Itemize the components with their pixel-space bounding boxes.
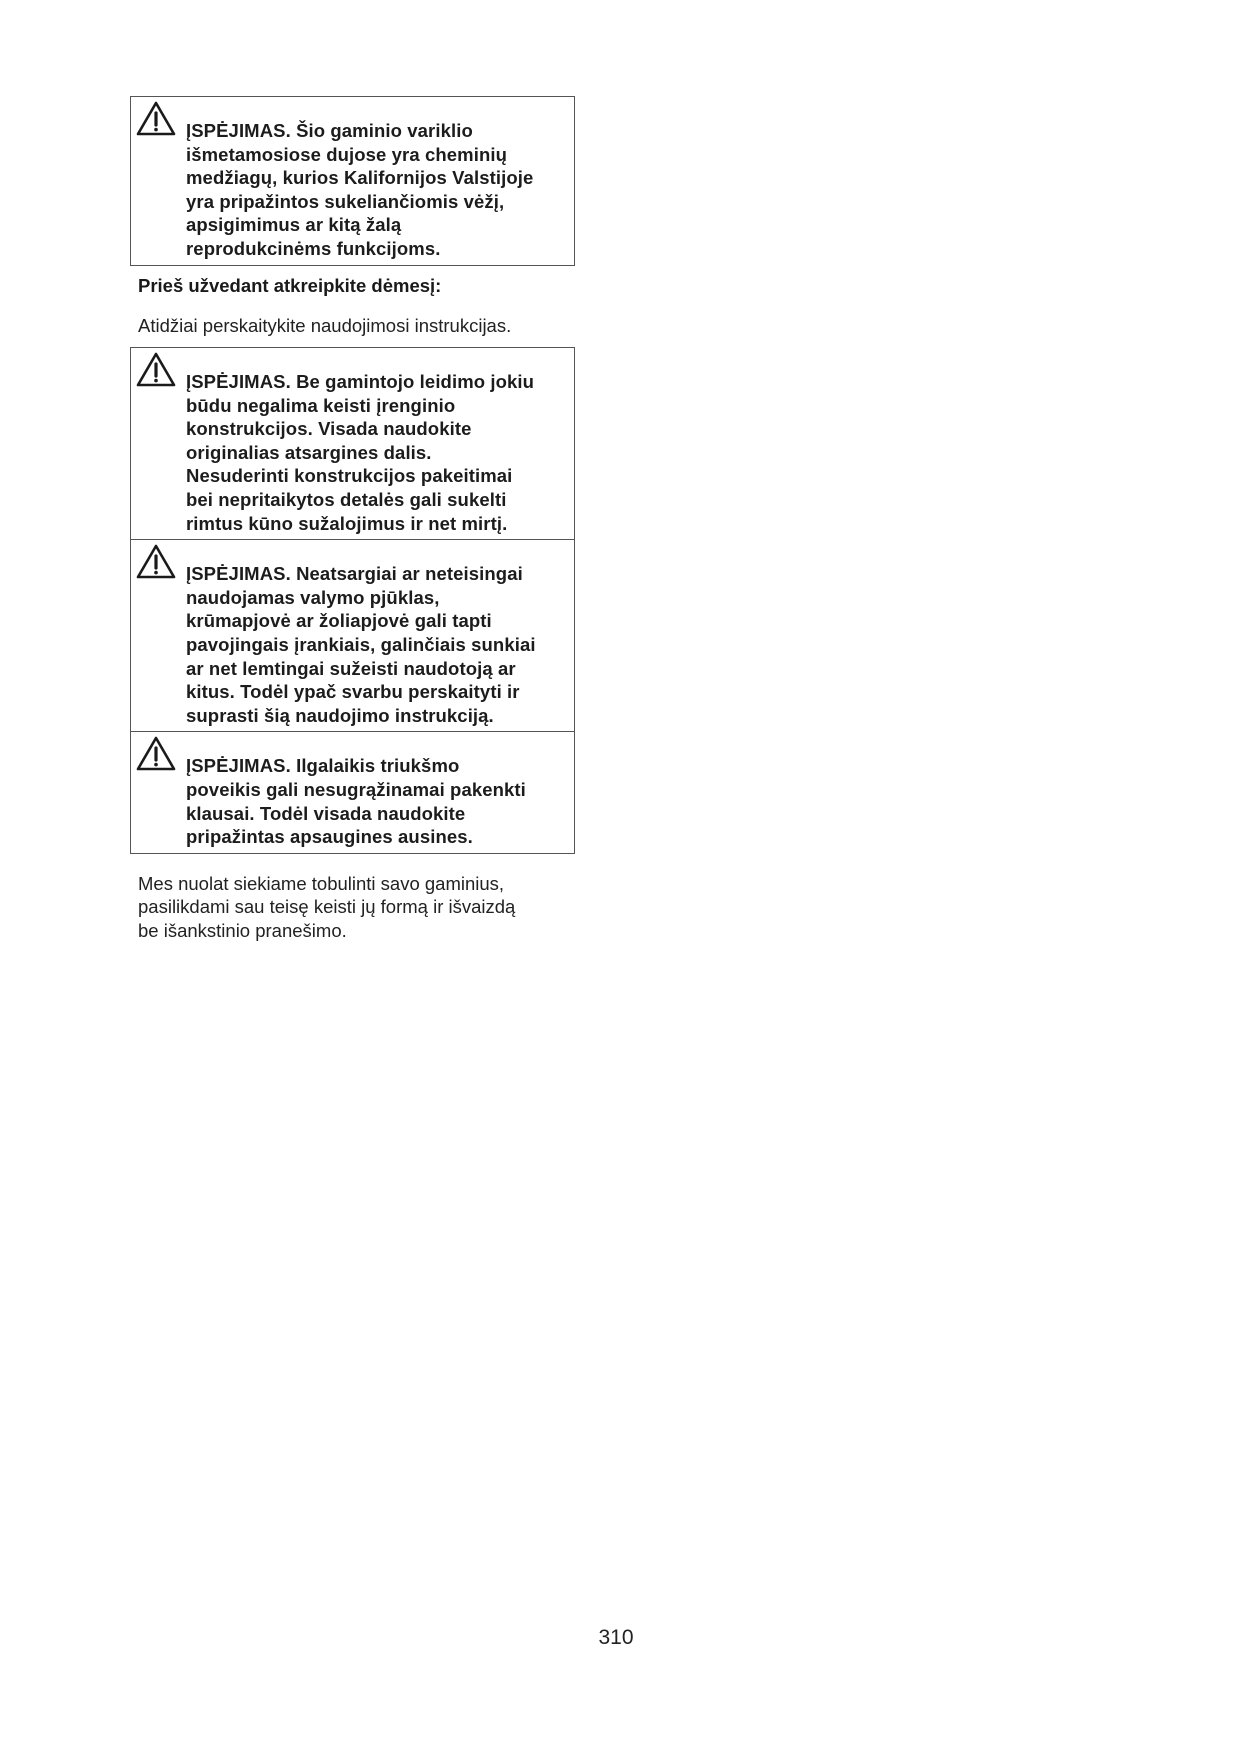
page-number: 310 xyxy=(598,1626,634,1649)
warning-row xyxy=(131,539,574,731)
warning-text-emissions: ĮSPĖJIMAS. Šio gaminio variklio išmetamosiose dujose yra cheminių medžiagų, kurios Kalifornijos Valstijoje yra pripažintos sukeliančiomis vėžį, apsigimimus ar kitą žalą reprodukcinėms funkcijoms. xyxy=(186,120,534,259)
warning-triangle-icon xyxy=(136,544,176,580)
improvement-notice: Mes nuolat siekiame tobulinti savo gaminius, pasilikdami sau teisę keisti jų formą ir išvaizdą be išankstinio pranešimo. xyxy=(138,872,516,941)
warning-text-modifications: ĮSPĖJIMAS. Be gamintojo leidimo jokiu būdu negalima keisti įrenginio konstrukcijos. Visada naudokite originalias atsargines dalis. Nesuderinti konstrukcijos pakeitimai bei nepritaikytos detalės gali sukelti rimtus kūno sužalojimus ir net mirtį. xyxy=(186,371,535,534)
warning-row xyxy=(131,348,574,539)
content-column xyxy=(130,96,575,942)
warning-text-noise: ĮSPĖJIMAS. Ilgalaikis triukšmo poveikis gali nesugrąžinamai pakenkti klausai. Todėl visada naudokite pripažintas apsaugines ausines. xyxy=(186,755,526,848)
warning-triangle-icon xyxy=(136,352,176,388)
warning-row xyxy=(131,97,574,265)
warning-triangle-icon xyxy=(136,101,176,137)
warning-triangle-icon xyxy=(136,736,176,772)
read-instructions-text: Atidžiai perskaitykite naudojimosi instrukcijas. xyxy=(138,314,512,336)
warning-box-emissions xyxy=(130,96,575,266)
warning-text-dangerous-tools: ĮSPĖJIMAS. Neatsargiai ar neteisingai naudojamas valymo pjūklas, krūmapjovė ar žoliapjovė gali tapti pavojingais įrankiais, galinčiais sunkiai ar net lemtingai sužeisti naudotoją ar kitus. Todėl ypač svarbu perskaityti ir suprasti šią naudojimo instrukciją. xyxy=(186,563,536,726)
before-start-heading: Prieš užvedant atkreipkite dėmesį: xyxy=(138,274,442,296)
warning-box-group xyxy=(130,347,575,854)
warning-row xyxy=(131,731,574,852)
